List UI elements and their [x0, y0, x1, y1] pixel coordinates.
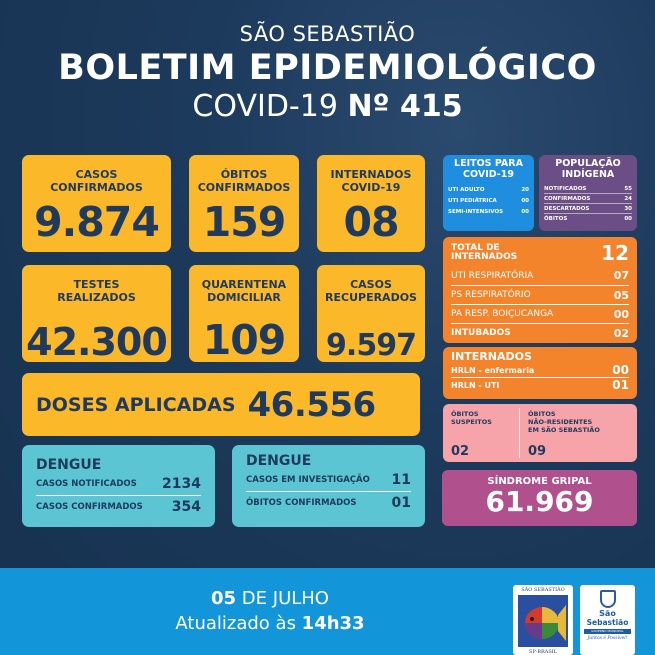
government-logo: [580, 585, 635, 655]
card-label: COVID-19: [341, 181, 401, 194]
card-label: RECUPERADOS: [325, 291, 417, 304]
row-value: 20: [521, 186, 529, 193]
card-value: 08: [343, 198, 399, 246]
row-label: HRLN - enfermaria: [451, 365, 535, 375]
updated-time: [0, 613, 540, 634]
row-value: 01: [612, 378, 629, 392]
leitos-covid-card: [443, 155, 534, 231]
card-label: QUARENTENA: [201, 278, 287, 291]
dengue-investigacao-card: [232, 445, 425, 527]
obitos-value: 09: [528, 444, 547, 459]
city-crest-logo: [513, 585, 573, 655]
coat-of-arms-icon: [600, 590, 616, 608]
card-quarentena-domiciliar: [189, 265, 299, 362]
row-value: 05: [613, 288, 629, 302]
row-label: CASOS EM INVESTIGAÇÃO: [246, 475, 370, 485]
card-label: ÓBITOS: [220, 168, 268, 181]
row-value: 55: [624, 185, 632, 192]
row-value: 354: [171, 499, 201, 515]
row-label: HRLN - UTI: [451, 380, 500, 390]
card-value: 159: [202, 198, 286, 246]
row-label: SEMI-INTENSIVOS: [448, 208, 504, 215]
logo-band: GOVERNO MUNICIPAL: [584, 629, 631, 634]
row-label: CONFIRMADOS: [544, 195, 591, 202]
card-testes-realizados: [22, 265, 171, 362]
row-value: 07: [613, 269, 629, 282]
row-value: 02: [613, 326, 629, 340]
row-label: UTI PEDIÁTRICA: [448, 197, 497, 204]
doses-aplicadas-card: [22, 373, 420, 436]
fish-icon: [518, 595, 568, 647]
row-label: PS RESPIRATÓRIO: [451, 290, 531, 300]
total-label: TOTAL DE: [451, 243, 500, 253]
leitos-title: LEITOS PARA: [454, 158, 523, 169]
indigena-title: INDÍGENA: [561, 169, 615, 180]
row-label: PA RESP. BOIÇUCANGA: [451, 309, 554, 319]
row-label: ÓBITOS: [544, 216, 568, 222]
card-label: DOMICILIAR: [207, 291, 281, 304]
bulletin-date: [0, 588, 540, 609]
card-value: 9.874: [34, 198, 159, 246]
updated-prefix: Atualizado às: [175, 613, 302, 634]
card-label: CONFIRMADOS: [50, 181, 143, 194]
card-value: 109: [202, 316, 286, 364]
logo-line2: Sebastião: [586, 618, 629, 627]
card-label: REALIZADOS: [57, 291, 136, 304]
obitos-label: ÓBITOS: [451, 410, 479, 418]
row-label: UTI RESPIRATÓRIA: [451, 270, 534, 281]
row-label: CASOS CONFIRMADOS: [36, 502, 143, 512]
obitos-suspeitos: [443, 404, 519, 462]
subtitle-prefix: COVID-19: [192, 89, 338, 124]
obitos-label: EM SÃO SEBASTIÃO: [528, 426, 600, 434]
leitos-title: COVID-19: [463, 169, 514, 180]
updated-hour: 14h33: [301, 613, 365, 634]
logo-top-text: SÃO SEBASTIÃO: [521, 587, 565, 593]
logo-slogan: Juntos é Possível!: [587, 636, 628, 641]
total-value: 12: [601, 241, 629, 265]
populacao-indigena-card: [539, 155, 637, 231]
row-label: INTUBADOS: [451, 328, 511, 338]
row-value: 00: [612, 363, 629, 377]
sindrome-gripal-card: [442, 470, 637, 526]
dengue-title: DENGUE: [246, 453, 312, 469]
card-value: 9.597: [326, 328, 416, 363]
row-label: DESCARTADOS: [544, 205, 590, 212]
internados-hrln-card: [443, 347, 637, 399]
sindrome-label: SÍNDROME GRIPAL: [487, 476, 592, 487]
row-value: 00: [521, 197, 529, 204]
card-label: TESTES: [73, 278, 120, 291]
obitos-nao-residentes: [520, 404, 637, 462]
date-month: DE JULHO: [236, 588, 329, 609]
city-name: SÃO SEBASTIÃO: [239, 22, 416, 46]
logo-line1: São: [599, 609, 616, 618]
obitos-label: ÓBITOS: [528, 410, 556, 418]
card-label: CASOS: [75, 168, 118, 181]
row-value: 00: [521, 208, 529, 215]
card-label: CONFIRMADOS: [197, 181, 291, 194]
row-value: 2134: [162, 476, 201, 492]
row-value: 24: [624, 195, 632, 202]
row-value: 30: [624, 205, 632, 212]
hrln-title: INTERNADOS: [451, 350, 532, 363]
row-label: ÓBITOS CONFIRMADOS: [246, 498, 357, 508]
card-value: 42.300: [26, 320, 167, 364]
total-label: INTERNADOS: [451, 252, 518, 262]
obitos-label: SUSPEITOS: [451, 418, 492, 426]
bulletin-title: BOLETIM EPIDEMIOLÓGICO: [58, 48, 597, 88]
bulletin-number: Nº 415: [347, 89, 463, 124]
obitos-label: NÃO-RESIDENTES: [528, 418, 593, 426]
dengue-title: DENGUE: [36, 457, 102, 473]
card-casos-confirmados: [22, 155, 171, 252]
row-value: 00: [624, 216, 632, 222]
obitos-value: 02: [451, 444, 470, 459]
date-day: 05: [211, 588, 237, 609]
total-internados-card: [443, 237, 637, 343]
card-label: INTERNADOS: [330, 168, 412, 181]
card-obitos-confirmados: [189, 155, 299, 252]
card-label: CASOS: [350, 278, 392, 291]
dengue-notificados-card: [22, 445, 215, 527]
doses-label: DOSES APLICADAS: [36, 393, 236, 416]
doses-value: 46.556: [247, 384, 376, 425]
logo-bottom-text: SP·BRASIL: [528, 649, 558, 655]
indigena-title: POPULAÇÃO: [555, 158, 621, 169]
row-value: 11: [391, 472, 411, 488]
row-label: CASOS NOTIFICADOS: [36, 479, 137, 489]
row-value: 00: [613, 307, 629, 321]
row-value: 01: [391, 495, 411, 511]
row-label: NOTIFICADOS: [544, 185, 587, 192]
bulletin-subtitle: [0, 89, 655, 124]
sindrome-value: 61.969: [485, 485, 594, 518]
card-casos-recuperados: [317, 265, 425, 362]
card-internados-covid: [317, 155, 425, 252]
obitos-card: [443, 404, 637, 462]
row-label: UTI ADULTO: [448, 186, 485, 193]
